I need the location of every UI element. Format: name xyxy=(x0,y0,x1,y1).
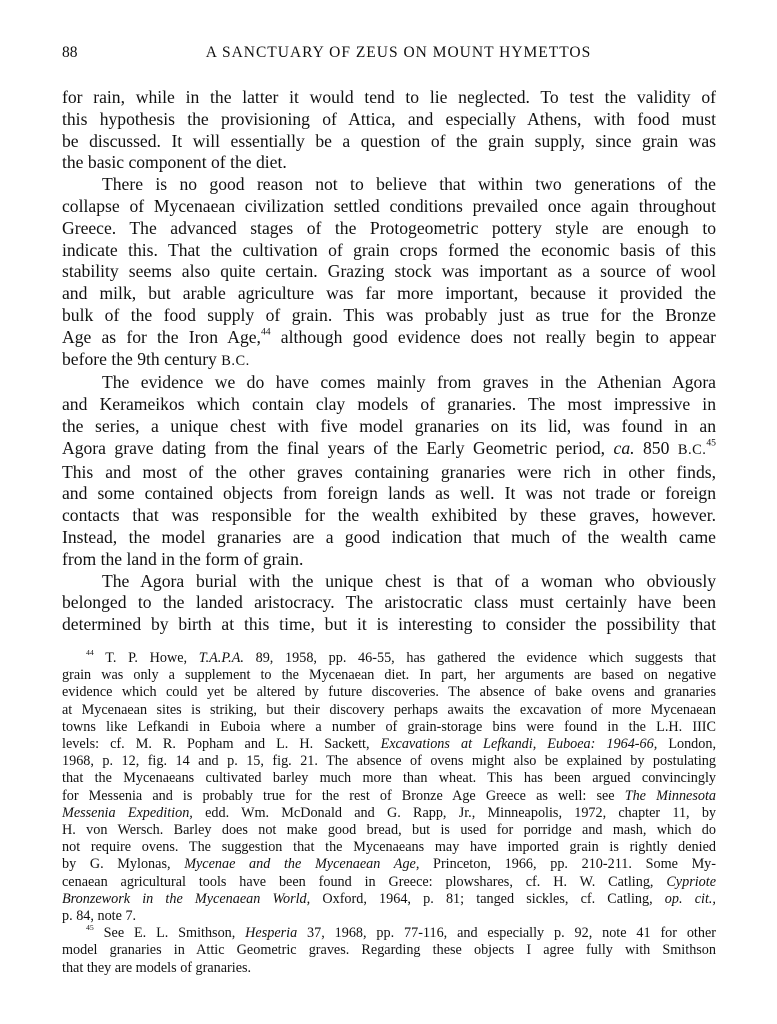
footnote-line: at Mycenaean sites is striking, but their discovery perhaps awaits the excavation of more Mycenaean xyxy=(62,701,716,718)
text-line: Agora grave dating from the final years of the Early Geometric period, ca. 850 B.C.$^{45}$ xyxy=(62,437,716,458)
text-line: and some contained objects from foreign lands as well. It was not trade or foreign xyxy=(62,483,716,504)
text-line: There is no good reason not to believe that within two generations of the xyxy=(102,174,716,195)
footnote-marker: 44 xyxy=(86,647,94,657)
main-text xyxy=(62,87,716,636)
text-line: determined by birth at this time, but it is interesting to consider the possibility that xyxy=(62,614,716,635)
footnote-ref-45[interactable]: 45 xyxy=(706,437,716,449)
text-line: The evidence we do have comes mainly from graves in the Athenian Agora xyxy=(102,372,716,393)
text-line: and Kerameikos which contain clay models of granaries. The most impressive in xyxy=(62,394,716,415)
text-line: collapse of Mycenaean civilization settled conditions prevailed once again throughout xyxy=(62,195,716,216)
text-line: the series, a unique chest with five model granaries on its lid, was found in an xyxy=(62,415,716,436)
footnote-44 xyxy=(62,647,717,925)
text-line: Age as for the Iron Age,$^{44}$ although good evidence does not really begin to appear xyxy=(62,326,716,347)
footnote-line: levels: cf. M. R. Popham and L. H. Sackett, Excavations at Lefkandi, Euboea: 1964-66, London, xyxy=(62,736,717,753)
text-line: this hypothesis the provisioning of Attica, and especially Athens, with food must xyxy=(62,108,716,129)
paragraph-2 xyxy=(62,174,716,372)
footnote-line: $^{45}$ See E. L. Smithson, Hesperia 37, 1968, pp. 77-116, and especially p. 92, note 41 for other xyxy=(86,923,716,942)
footnote-line: Messenia Expedition, edd. Wm. McDonald and G. Rapp, Jr., Minneapolis, 1972, chapter 11, by xyxy=(62,804,717,821)
footnote-line: H. von Wersch. Barley does not make good bread, but is used for porridge and mash, which do xyxy=(62,822,716,839)
footnote-line: by G. Mylonas, Mycenae and the Mycenaean Age, Princeton, 1966, pp. 210-211. Some My- xyxy=(62,856,717,873)
text-line: contacts that was responsible for the wealth exhibited by these graves, however. xyxy=(62,505,716,526)
footnote-line: towns like Lefkandi in Euboia where a number of grain-storage bins were found in the L.H. IIIC xyxy=(62,718,716,735)
text-line: before the 9th century B.C. xyxy=(62,348,250,369)
footnote-line: 1968, p. 12, fig. 14 and p. 15, fig. 21. The absence of ovens might also be explained by postulating xyxy=(62,753,716,770)
footnote-line: grain was only a supplement to the Mycenaean diet. In part, her arguments are based on negative xyxy=(62,667,716,684)
footnote-marker: 45 xyxy=(86,923,94,933)
text-line: indicate this. That the cultivation of grain crops formed the economic basis of this xyxy=(62,239,716,260)
text-line: for rain, while in the latter it would tend to lie neglected. To test the validity of xyxy=(62,87,716,107)
footnotes xyxy=(62,647,717,977)
text-line: Greece. The advanced stages of the Protogeometric pottery style are enough to xyxy=(62,217,716,238)
text-line: be discussed. It will essentially be a question of the grain supply, since grain was xyxy=(62,130,716,151)
footnote-line: cenaean agricultural tools have been found in Greece: plowshares, cf. H. W. Catling, Cypriote xyxy=(62,873,716,890)
text-line: stability seems also quite certain. Grazing stock was important as a source of wool xyxy=(62,261,716,282)
text-line: and milk, but arable agriculture was far more important, because it provided the xyxy=(62,283,716,304)
footnote-line: that the Mycenaeans cultivated barley much more than wheat. This has been argued convincingly xyxy=(62,770,716,787)
footnote-ref-44[interactable]: 44 xyxy=(260,326,271,338)
text-line: The Agora burial with the unique chest is that of a woman who obviously xyxy=(102,570,716,591)
text-line: This and most of the other graves containing granaries were rich in other finds, xyxy=(62,461,716,482)
text-line: from the land in the form of grain. xyxy=(62,548,304,569)
paragraph-1 xyxy=(62,87,716,174)
footnote-line: not require ovens. The suggestion that the Mycenaeans may have imported grain is rightly denied xyxy=(62,839,716,856)
text-line: Instead, the model granaries are a good indication that much of the wealth came xyxy=(62,526,716,547)
footnote-45 xyxy=(62,925,716,977)
running-title: A SANCTUARY OF ZEUS ON MOUNT HYMETTOS xyxy=(205,44,592,61)
footnote-line: $^{44}$ T. P. Howe, T.A.P.A. 89, 1958, pp. 46-55, has gathered the evidence which suggests that xyxy=(86,647,717,666)
page-number: 88 xyxy=(62,44,78,61)
text-line: the basic component of the diet. xyxy=(62,152,287,173)
text-line: belonged to the landed aristocracy. The aristocratic class must certainly have been xyxy=(62,592,716,613)
text-line: bulk of the food supply of grain. This was probably just as true for the Bronze xyxy=(62,304,716,325)
paragraph-3 xyxy=(62,372,716,570)
footnote-line: for Messenia and is probably true for the rest of Bronze Age Greece as well: see The Minnesota xyxy=(62,787,716,804)
footnote-line: model granaries in Attic Geometric graves. Regarding these objects I agree fully with Smithson xyxy=(62,942,716,959)
footnote-line: evidence which could yet be altered by future discoveries. The absence of bake ovens and granaries xyxy=(62,684,716,701)
page-header xyxy=(62,44,715,66)
footnote-line: that they are models of granaries. xyxy=(62,959,252,976)
footnote-line: Bronzework in the Mycenaean World, Oxford, 1964, p. 81; tanged sickles, cf. Catling, op. cit., xyxy=(62,890,716,907)
footnote-line: p. 84, note 7. xyxy=(62,908,137,925)
paragraph-4 xyxy=(62,571,716,636)
